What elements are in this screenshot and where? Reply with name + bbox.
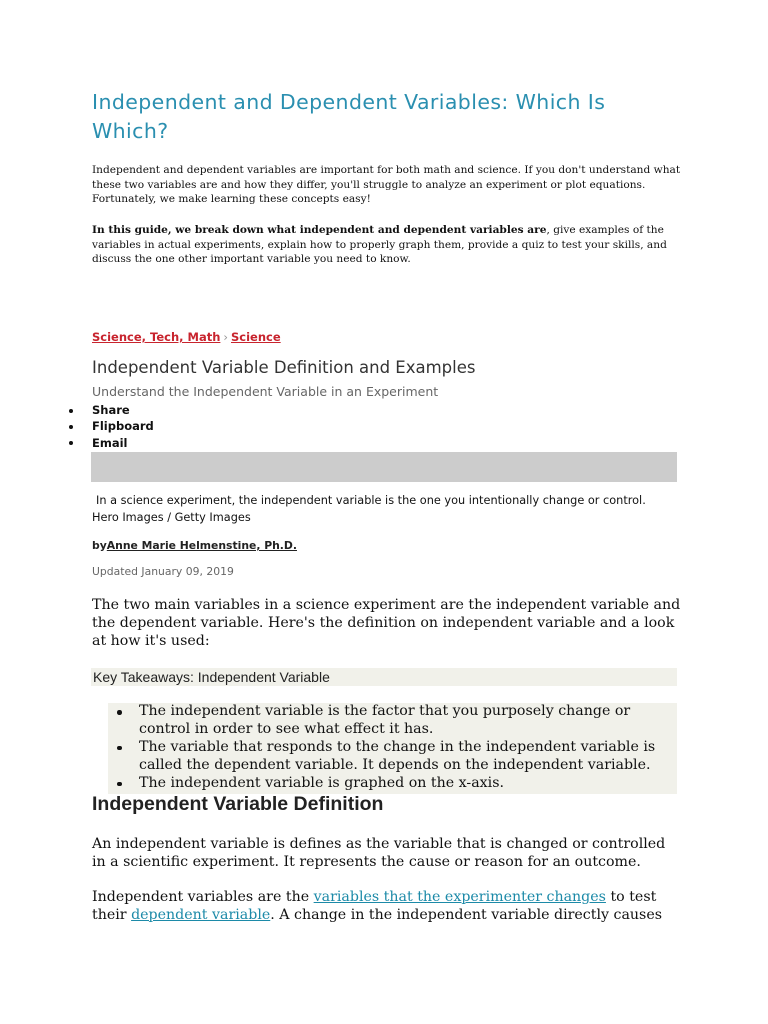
key-takeaways-title: Key Takeaways: Independent Variable [93,669,330,685]
intro-paragraph: Independent and dependent variables are important for both math and science. If you don't understand what these two variables are and how they differ, you'll struggle to analyze an experiment or plot equations. Fortunately, we make learning these concepts easy! [92,164,681,206]
article-title: Independent and Dependent Variables: Which Is Which? [92,90,606,143]
breadcrumb-separator: › [223,330,229,344]
definition-article-subheading: Understand the Independent Variable in an Experiment [92,384,439,399]
breadcrumb-link-science-tech-math[interactable]: Science, Tech, Math [92,330,221,344]
link-variables-experimenter-changes[interactable]: variables that the experimenter changes [313,889,606,905]
share-list [60,402,154,451]
definition-paragraph-2 [92,889,682,925]
list-item: The variable that responds to the change in the independent variable is called the dependent variable. It depends on the independent variable. [108,739,668,775]
share-item-flipboard[interactable]: Flipboard [60,418,154,434]
definition-paragraph-1: An independent variable is defines as the variable that is changed or controlled in a scientific experiment. It represents the cause or reason for an outcome. [92,836,666,870]
breadcrumb [92,330,281,344]
definition-article-heading: Independent Variable Definition and Examples [92,358,476,377]
byline [92,539,297,552]
byline-prefix: by [92,539,107,552]
paragraph-text: to test their [92,889,657,923]
list-item: The independent variable is graphed on the x-axis. [108,775,668,793]
image-credit: Hero Images / Getty Images [92,511,251,524]
definition-section-heading: Independent Variable Definition [92,793,384,815]
guide-rest-text: , give examples of the variables in actual experiments, explain how to properly graph them, provide a quiz to test your skills, and discuss the one other important variable you need to know. [92,224,667,266]
breadcrumb-link-science[interactable]: Science [231,330,281,344]
guide-bold-text: In this guide, we break down what independent and dependent variables are [92,224,547,236]
image-caption: In a science experiment, the independent variable is the one you intentionally change or control. [96,494,646,507]
share-item-share[interactable]: Share [60,402,154,418]
paragraph-text: Independent variables are the [92,889,314,905]
image-placeholder [91,452,677,482]
updated-date: Updated January 09, 2019 [92,565,234,578]
guide-paragraph [92,223,682,267]
list-item: The independent variable is the factor that you purposely change or control in order to see what effect it has. [108,703,668,739]
link-dependent-variable[interactable]: dependent variable [131,906,271,923]
body-intro-paragraph: The two main variables in a science experiment are the independent variable and the dependent variable. Here's the definition on independent variable and a look at how it's used: [92,597,681,649]
paragraph-text: . A change in the independent variable directly causes [270,906,663,923]
author-link[interactable]: Anne Marie Helmenstine, Ph.D. [106,539,297,552]
key-takeaways-list [108,703,668,793]
share-item-email[interactable]: Email [60,435,154,451]
